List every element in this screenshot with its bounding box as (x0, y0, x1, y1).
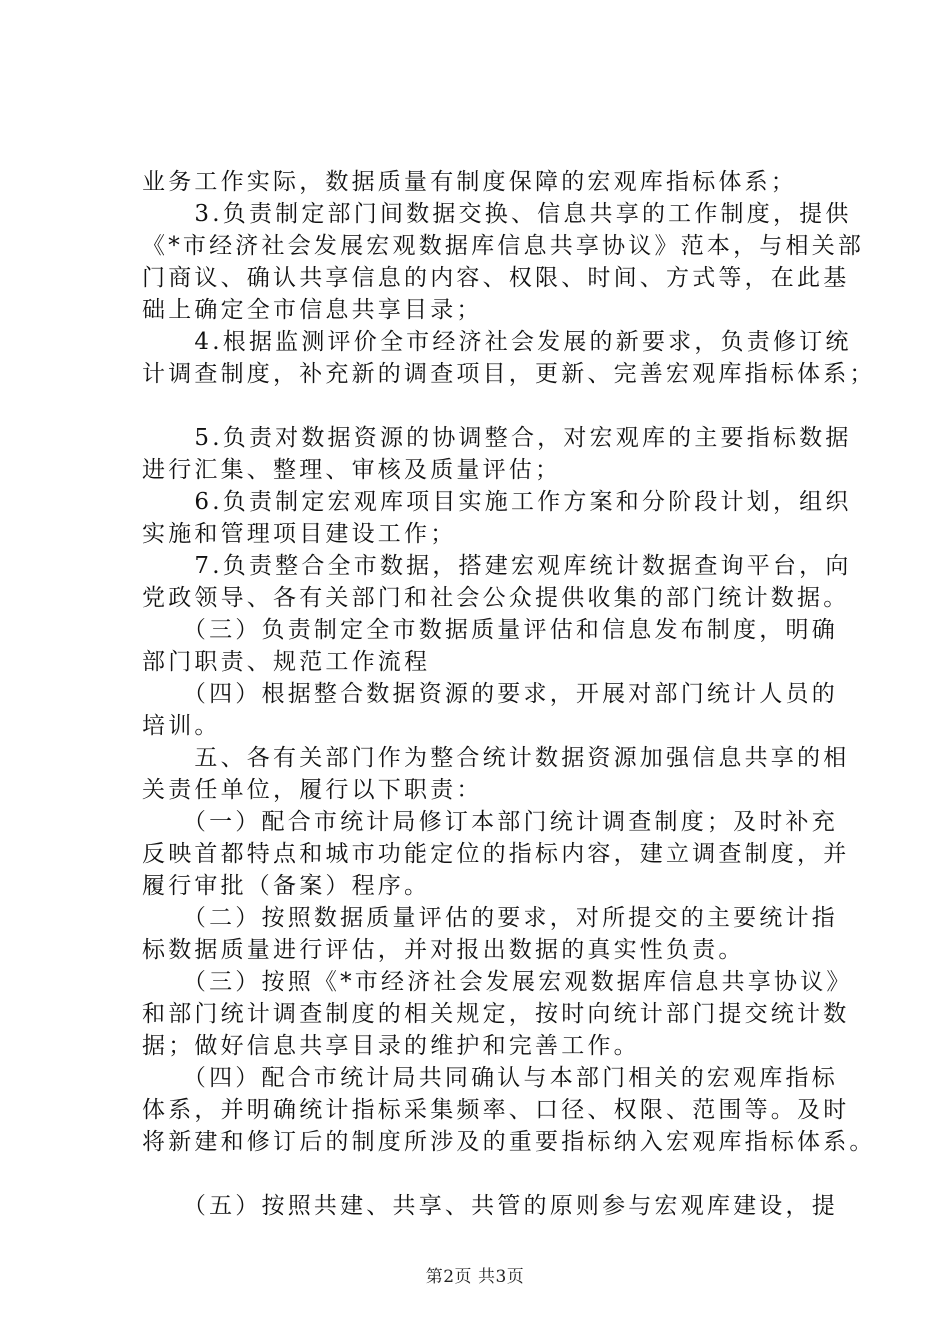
blank-line (142, 1158, 842, 1190)
text-line: 5.负责对数据资源的协调整合，对宏观库的主要指标数据 (142, 425, 852, 451)
text-line: 础上确定全市信息共享目录； (142, 297, 483, 323)
text-line: 业务工作实际，数据质量有制度保障的宏观库指标体系； (142, 169, 797, 195)
text-line: 党政领导、各有关部门和社会公众提供收集的部门统计数据。 (142, 585, 850, 611)
text-line: 《*市经济社会发展宏观数据库信息共享协议》范本，与相关部 (142, 233, 865, 259)
text-line: 进行汇集、整理、审核及质量评估； (142, 457, 562, 483)
text-line: 门商议、确认共享信息的内容、权限、时间、方式等，在此基 (142, 265, 850, 291)
text-line: 体系，并明确统计指标采集频率、口径、权限、范围等。及时 (142, 1097, 850, 1123)
text-line: 五、各有关部门作为整合统计数据资源加强信息共享的相 (142, 745, 850, 771)
text-line: 将新建和修订后的制度所涉及的重要指标纳入宏观库指标体系。 (142, 1129, 876, 1155)
text-line: 标数据质量进行评估，并对报出数据的真实性负责。 (142, 937, 745, 963)
text-line: 6.负责制定宏观库项目实施工作方案和分阶段计划，组织 (142, 489, 852, 515)
blank-line (142, 390, 842, 422)
text-line: （四）根据整合数据资源的要求，开展对部门统计人员的 (142, 681, 838, 707)
text-line: （四）配合市统计局共同确认与本部门相关的宏观库指标 (142, 1065, 838, 1091)
text-line: 计调查制度，补充新的调查项目，更新、完善宏观库指标体系； (142, 361, 876, 387)
text-line: 据；做好信息共享目录的维护和完善工作。 (142, 1033, 640, 1059)
text-line: （二）按照数据质量评估的要求，对所提交的主要统计指 (142, 905, 838, 931)
text-line: （一）配合市统计局修订本部门统计调查制度；及时补充 (142, 809, 838, 835)
text-line: 实施和管理项目建设工作； (142, 521, 457, 547)
text-line: 反映首都特点和城市功能定位的指标内容，建立调查制度，并 (142, 841, 850, 867)
document-body (142, 166, 876, 1222)
text-line: 关责任单位，履行以下职责： (142, 777, 483, 803)
text-line: 履行审批（备案）程序。 (142, 873, 431, 899)
text-line: 7.负责整合全市数据，搭建宏观库统计数据查询平台，向 (142, 553, 852, 579)
text-line: 和部门统计调查制度的相关规定，按时向统计部门提交统计数 (142, 1001, 850, 1027)
text-line: 3.负责制定部门间数据交换、信息共享的工作制度，提供 (142, 201, 852, 227)
text-line: 培训。 (142, 713, 221, 739)
text-line: 4.根据监测评价全市经济社会发展的新要求，负责修订统 (142, 329, 852, 355)
text-line: （三）负责制定全市数据质量评估和信息发布制度，明确 (142, 617, 838, 643)
text-line: （三）按照《*市经济社会发展宏观数据库信息共享协议》 (142, 969, 853, 995)
text-line: （五）按照共建、共享、共管的原则参与宏观库建设，提 (142, 1193, 838, 1219)
page-number: 第2页 共3页 (425, 1267, 525, 1287)
text-line: 部门职责、规范工作流程 (142, 649, 431, 675)
